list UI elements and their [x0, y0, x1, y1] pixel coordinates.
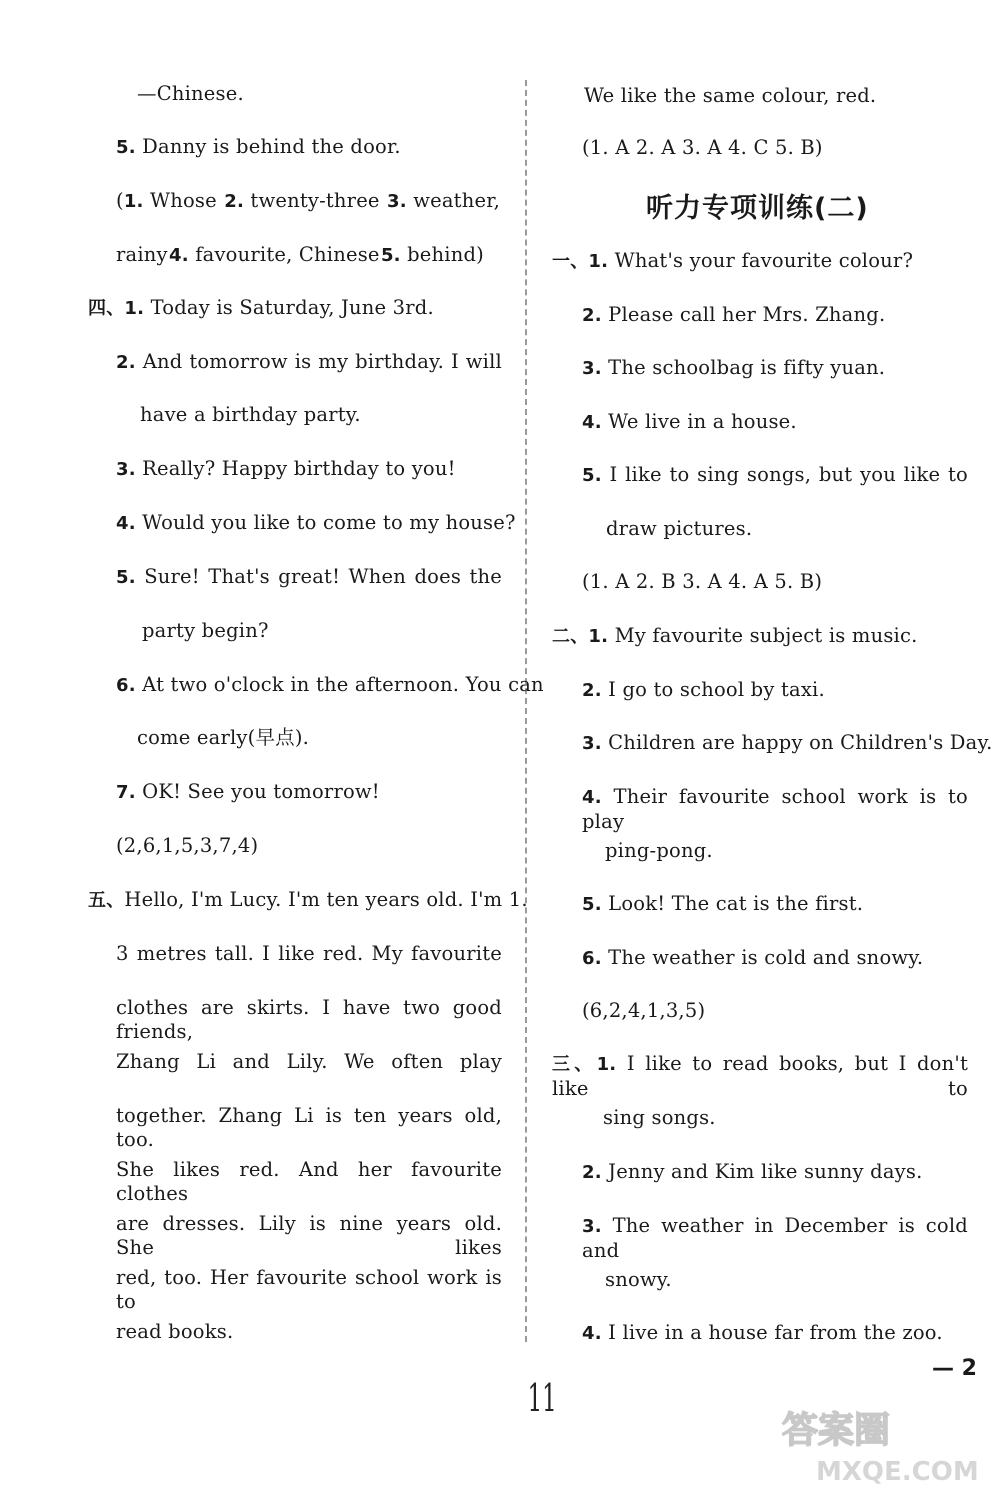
section-four-item: 2. And tomorrow is my birthday. I will: [116, 350, 502, 373]
section-five-passage: are dresses. Lily is nine years old. She likes: [116, 1212, 502, 1259]
section-one-answer: (1. A 2. B 3. A 4. A 5. B): [582, 570, 823, 593]
section-two-answer: (6,2,4,1,3,5): [582, 999, 706, 1022]
section-four-item: 4. Would you like to come to my house?: [116, 511, 516, 534]
section-two-item: 3. Children are happy on Children's Day.: [582, 731, 993, 754]
section-five-passage: clothes are skirts. I have two good friends,: [116, 996, 502, 1043]
section-two-item: 2. I go to school by taxi.: [582, 678, 825, 701]
section-title: 听力专项训练(二): [646, 193, 869, 224]
section-one-item: 一、1. What's your favourite colour?: [552, 249, 914, 272]
section-label: 一、: [552, 251, 589, 272]
answer-line: We like the same colour, red.: [584, 84, 877, 107]
section-five-passage: red, too. Her favourite school work is to: [116, 1266, 502, 1313]
section-five-passage: together. Zhang Li is ten years old, too.: [116, 1104, 502, 1151]
section-two-item: 5. Look! The cat is the first.: [582, 892, 864, 915]
section-one-item: 4. We live in a house.: [582, 410, 797, 433]
section-four-item: 7. OK! See you tomorrow!: [116, 780, 380, 803]
section-two-item: 4. Their favourite school work is to play: [582, 785, 968, 833]
section-four-item: come early(早点).: [137, 726, 310, 749]
section-two-item: 二、1. My favourite subject is music.: [552, 624, 918, 647]
section-one-item: 5. I like to sing songs, but you like to: [582, 463, 968, 486]
section-label: 五、: [88, 890, 125, 911]
section-four-answer: (2,6,1,5,3,7,4): [116, 834, 259, 857]
section-four-item: 5. Sure! That's great! When does the: [116, 565, 502, 588]
column-divider: [525, 80, 527, 1342]
section-five-passage: 五、Hello, I'm Lucy. I'm ten years old. I'm 1.: [88, 888, 528, 911]
watermark-brand: 答案圈: [782, 1410, 891, 1451]
section-label: 三、: [552, 1054, 597, 1075]
section-three-item: 三、1. I like to read books, but I don't like to: [552, 1052, 968, 1100]
section-four-item: 6. At two o'clock in the afternoon. You can: [116, 673, 544, 696]
section-four-item: 3. Really? Happy birthday to you!: [116, 457, 456, 480]
section-three-item: snowy.: [605, 1268, 672, 1291]
section-five-passage: 3 metres tall. I like red. My favourite: [116, 942, 502, 965]
section-one-item: 3. The schoolbag is fifty yuan.: [582, 356, 886, 379]
section-five-passage: read books.: [116, 1320, 234, 1343]
section-three-item: sing songs.: [603, 1106, 716, 1129]
section-one-item: draw pictures.: [606, 517, 753, 540]
answer-line: 5. Danny is behind the door.: [116, 135, 401, 158]
answer-line: —Chinese.: [137, 82, 244, 105]
section-one-item: 2. Please call her Mrs. Zhang.: [582, 303, 886, 326]
section-five-passage: Zhang Li and Lily. We often play: [116, 1050, 502, 1073]
answer-key-line: rainy 4. favourite, Chinese 5. behind): [116, 243, 484, 266]
answer-key-line: (1. A 2. A 3. A 4. C 5. B): [582, 136, 823, 159]
section-label: 二、: [552, 626, 589, 647]
section-three-item: 4. I live in a house far from the zoo.: [582, 1321, 943, 1344]
section-five-passage: She likes red. And her favourite clothes: [116, 1158, 502, 1205]
section-two-item: 6. The weather is cold and snowy.: [582, 946, 924, 969]
page-number: — 2: [932, 1356, 977, 1381]
section-three-item: 2. Jenny and Kim like sunny days.: [582, 1160, 923, 1183]
section-four-item: party begin?: [142, 619, 269, 642]
handwritten-mark: 11: [527, 1376, 557, 1420]
watermark-logo: [762, 1402, 992, 1488]
answer-key-line: (1. Whose 2. twenty-three 3. weather,: [116, 189, 500, 212]
section-three-item: 3. The weather in December is cold and: [582, 1214, 968, 1262]
watermark-url: MXQE.COM: [816, 1457, 979, 1487]
section-two-item: ping-pong.: [605, 839, 713, 862]
section-label: 四、: [88, 298, 125, 319]
watermark-graphic: [762, 1402, 992, 1488]
section-four-item: 四、1. Today is Saturday, June 3rd.: [88, 296, 434, 319]
section-four-item: have a birthday party.: [140, 403, 361, 426]
